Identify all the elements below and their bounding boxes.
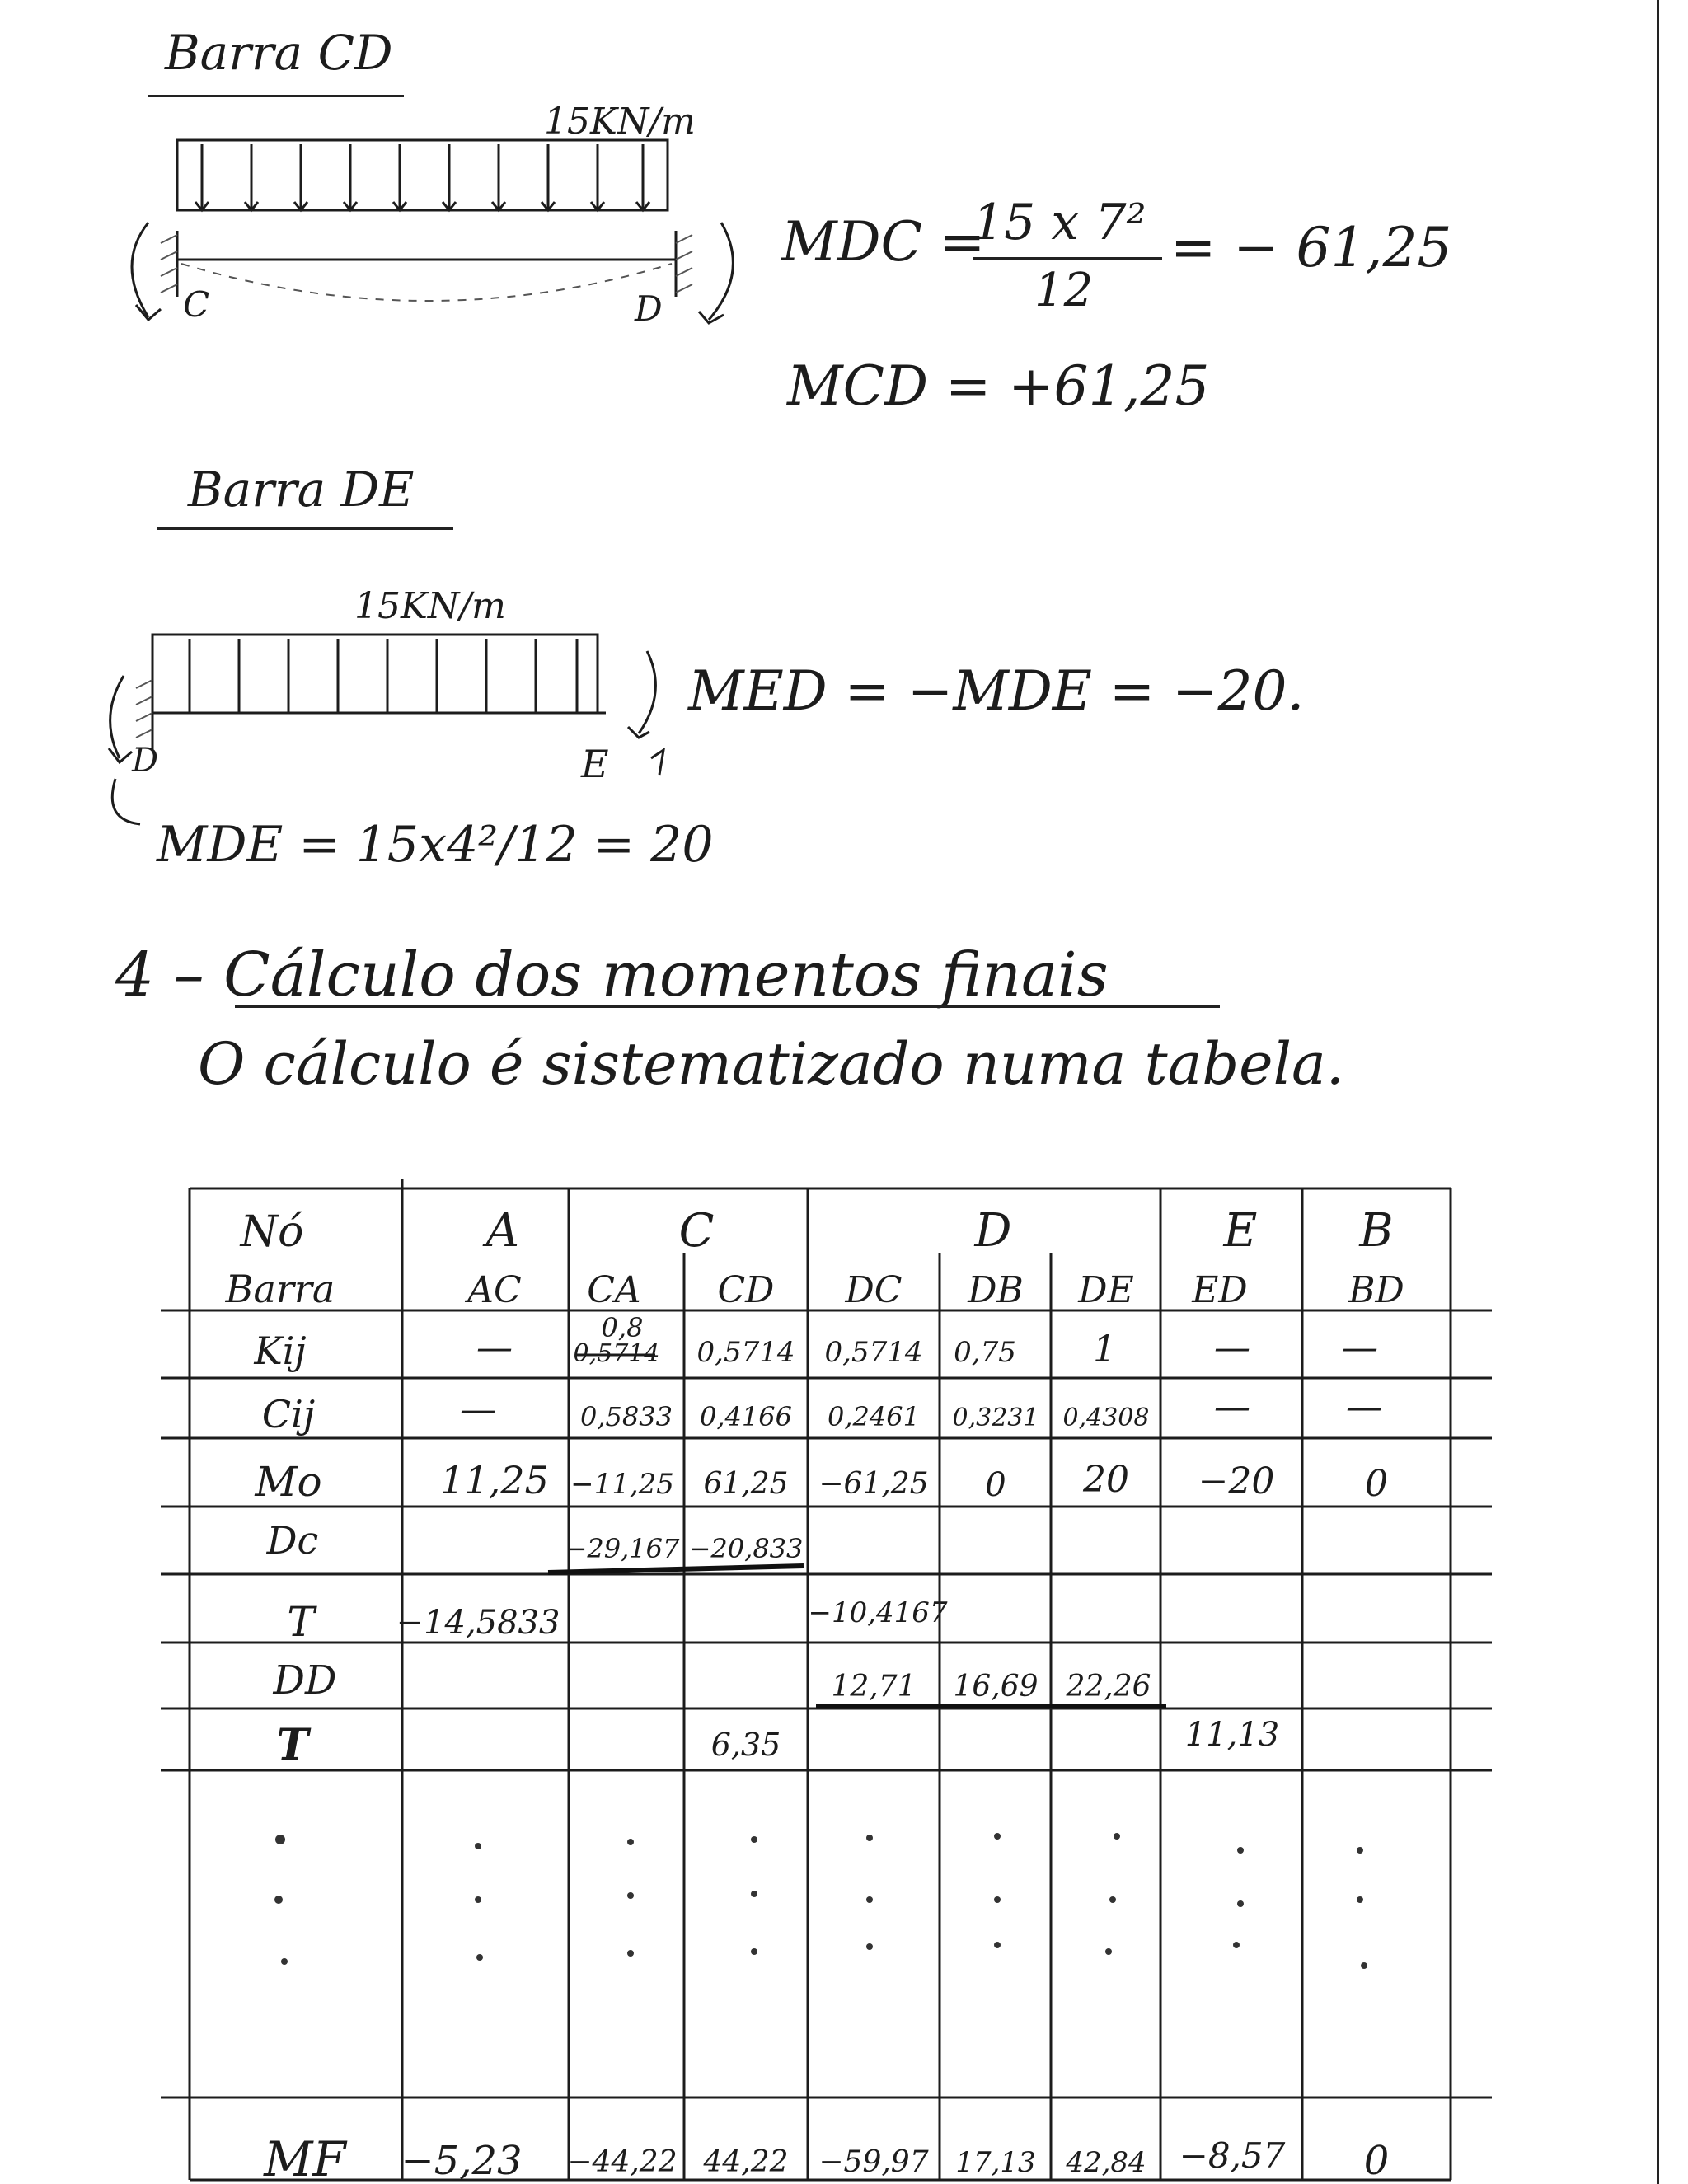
barra-ed: ED xyxy=(1192,1269,1248,1311)
mf-ca: −44,22 xyxy=(567,2145,678,2179)
row-cij-label: Cij xyxy=(261,1392,316,1436)
dd-de: 22,26 xyxy=(1066,1670,1151,1704)
mo-de: 20 xyxy=(1083,1459,1129,1501)
row-mo-label: Mo xyxy=(255,1458,322,1506)
mo-ac: 11,25 xyxy=(440,1458,549,1502)
row-dd-label: DD xyxy=(273,1657,337,1704)
dc-ca: −29,167 xyxy=(565,1533,680,1564)
mo-dc: −61,25 xyxy=(818,1467,929,1501)
barra-cd-eq1-rhs: = − 61,25 xyxy=(1170,216,1452,279)
mo-ca: −11,25 xyxy=(570,1468,674,1501)
row-t1-label: T xyxy=(287,1598,315,1646)
barra-ca: CA xyxy=(587,1269,641,1311)
barra-cd-load-label: 15KN/m xyxy=(544,101,696,143)
mo-db: 0 xyxy=(985,1466,1006,1504)
barra-dc: DC xyxy=(845,1269,903,1311)
cij-dc: 0,2461 xyxy=(828,1401,920,1432)
mf-ed: −8,57 xyxy=(1179,2135,1286,2176)
continuation-dots xyxy=(274,1833,1367,1969)
cij-bd: — xyxy=(1346,1386,1382,1428)
row-dc-label: Dc xyxy=(266,1518,319,1563)
node-b: B xyxy=(1359,1204,1394,1258)
dc-balance-underline xyxy=(548,1566,804,1572)
barra-de-node-e: E xyxy=(581,742,609,786)
cij-ac: — xyxy=(460,1389,496,1431)
node-d: D xyxy=(974,1204,1012,1258)
row-kij-label: Kij xyxy=(254,1329,307,1373)
t1-ac: −14,5833 xyxy=(396,1604,560,1642)
kij-ac: — xyxy=(476,1327,513,1369)
t1-dc: −10,4167 xyxy=(808,1596,948,1629)
cij-db: 0,3231 xyxy=(952,1404,1039,1432)
barra-de-title: Barra DE xyxy=(188,462,415,518)
mf-de: 42,84 xyxy=(1066,2146,1146,2179)
node-c: C xyxy=(678,1204,715,1258)
node-a: A xyxy=(485,1204,520,1258)
barra-cd-node-d: D xyxy=(635,288,663,329)
barra-de-eq1: MED = −MDE = −20. xyxy=(688,659,1305,723)
mf-ac: −5,23 xyxy=(401,2138,523,2184)
barra-cd-title: Barra CD xyxy=(165,25,393,81)
kij-ed: — xyxy=(1214,1327,1250,1369)
row-t2-label: T xyxy=(276,1720,309,1770)
barra-de-node-d: D xyxy=(132,742,159,780)
barra-de-eq2: MDE = 15x4²/12 = 20 xyxy=(157,816,714,874)
kij-bd: — xyxy=(1342,1327,1378,1369)
t2-cd: 6,35 xyxy=(710,1727,781,1763)
mf-cd: 44,22 xyxy=(703,2145,789,2179)
dc-cd: −20,833 xyxy=(688,1533,804,1564)
row-no-label: Nó xyxy=(240,1207,304,1257)
kij-ca-struck: 0,5714 xyxy=(573,1339,660,1368)
mf-db: 17,13 xyxy=(955,2146,1036,2179)
cij-ed: — xyxy=(1214,1386,1250,1428)
t2-ed: 11,13 xyxy=(1184,1716,1280,1754)
barra-bd: BD xyxy=(1348,1269,1404,1311)
cij-ca: 0,5833 xyxy=(580,1401,673,1432)
barra-cd-node-c: C xyxy=(183,284,210,325)
barra-cd-eq1-lhs: MDC = xyxy=(781,210,986,274)
final-subheading: O cálculo é sistematizado numa tabela. xyxy=(198,1030,1344,1098)
cij-de: 0,4308 xyxy=(1062,1404,1150,1432)
mf-bd: 0 xyxy=(1363,2138,1390,2184)
barra-de-load-label: 15KN/m xyxy=(354,585,506,627)
barra-de: DE xyxy=(1078,1269,1134,1311)
barra-db: DB xyxy=(968,1269,1024,1311)
dd-db: 16,69 xyxy=(953,1670,1039,1704)
mo-cd: 61,25 xyxy=(703,1467,789,1501)
dd-dc: 12,71 xyxy=(831,1670,917,1704)
kij-dc: 0,5714 xyxy=(824,1336,923,1369)
barra-ac: AC xyxy=(467,1269,522,1311)
kij-ca: 0,8 xyxy=(601,1312,644,1343)
cij-cd: 0,4166 xyxy=(700,1401,792,1432)
barra-cd-eq1-denominator: 12 xyxy=(1034,264,1094,317)
mo-ed: −20 xyxy=(1198,1460,1275,1502)
row-barra-label: Barra xyxy=(225,1267,335,1311)
node-e: E xyxy=(1223,1204,1258,1258)
barra-cd-eq2: MCD = +61,25 xyxy=(787,354,1210,418)
kij-cd: 0,5714 xyxy=(696,1336,795,1369)
barra-cd: CD xyxy=(717,1269,775,1311)
mo-bd: 0 xyxy=(1365,1463,1388,1505)
mf-dc: −59,97 xyxy=(818,2145,929,2179)
kij-db: 0,75 xyxy=(954,1336,1016,1369)
final-heading: 4 – Cálculo dos momentos finais xyxy=(115,940,1109,1010)
kij-de: 1 xyxy=(1093,1329,1116,1371)
barra-cd-eq1-numerator: 15 x 7² xyxy=(973,194,1146,251)
row-mf-label: MF xyxy=(264,2131,346,2184)
